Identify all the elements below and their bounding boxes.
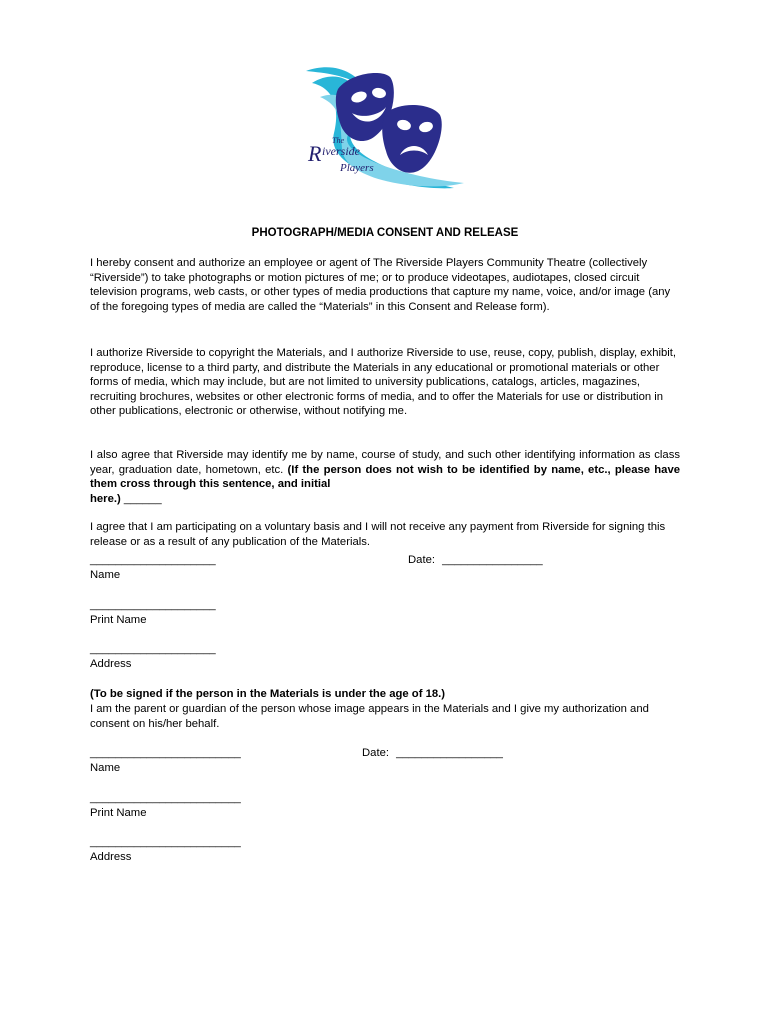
date-field [408, 553, 543, 568]
guardian-address-label: Address [90, 851, 132, 863]
guardian-print-name-line[interactable]: ________________________ [90, 792, 241, 804]
document-title: PHOTOGRAPH/MEDIA CONSENT AND RELEASE [251, 227, 519, 239]
guardian-address-line[interactable]: ________________________ [90, 836, 241, 848]
print-name-line[interactable]: ____________________ [90, 599, 216, 611]
minor-heading: (To be signed if the person in the Materials is under the age of 18.) [90, 688, 446, 700]
name-label: Name [90, 569, 121, 581]
consent-paragraph: I hereby consent and authorize an employee or agent of The Riverside Players Community Theatre (collectively “Riverside”) to take photographs or motion pictures of me; or to produce videotapes, audiotapes, closed circuit television programs, web casts, or other types of media productions that capture my name, voice, and/or image (any of the foregoing types of media are called the “Materials” in this Consent and Release form). [90, 257, 671, 313]
theatre-masks-logo-image [304, 63, 468, 193]
address-label: Address [90, 658, 132, 670]
svg-text:iverside: iverside [322, 144, 360, 158]
guardian-date-field [362, 746, 503, 761]
guardian-name-label: Name [90, 762, 121, 774]
guardian-print-name-label: Print Name [90, 807, 147, 819]
identification-paragraph [90, 448, 680, 506]
identification-instruction-end: here.) [90, 492, 121, 505]
identification-text: I also agree that Riverside may identify me by name, course of study, and such other identifying information as class year, graduation date, hometown, etc. [90, 449, 680, 476]
guardian-date-label: Date: [362, 747, 390, 759]
date-line[interactable]: ________________ [442, 554, 543, 566]
svg-text:R: R [308, 141, 322, 166]
name-signature-line[interactable]: ____________________ [90, 554, 216, 566]
svg-text:The: The [332, 136, 344, 145]
copyright-paragraph: I authorize Riverside to copyright the Materials, and I authorize Riverside to use, reuse, copy, publish, display, exhibit, reproduce, license to a third party, and distribute the Materials in any educational or promotional materials or other forms of media, which may include, but are not limited to university publications, catalogs, articles, magazines, recruiting brochures, websites or other electronic forms of media, and to offer the Materials for use or distribution in other publications, electronic or otherwise, without notifying me. [90, 347, 677, 418]
identification-instruction: (If the person does not wish to be identified by name, etc., please have them cross through this sentence, and initial [90, 463, 681, 491]
guardian-date-line[interactable]: _________________ [396, 747, 503, 759]
voluntary-paragraph: I agree that I am participating on a voluntary basis and I will not receive any payment from Riverside for signing this release or as a result of any publication of the Materials. [90, 521, 666, 548]
initial-blank[interactable]: ______ [120, 492, 162, 505]
print-name-label: Print Name [90, 614, 147, 626]
date-label: Date: [408, 554, 436, 566]
address-line[interactable]: ____________________ [90, 643, 216, 655]
svg-text:Players: Players [340, 162, 374, 174]
guardian-name-line[interactable]: ________________________ [90, 747, 241, 759]
guardian-paragraph: I am the parent or guardian of the person whose image appears in the Materials and I give my authorization and consent on his/her behalf. [90, 703, 649, 730]
riverside-players-logo [304, 63, 468, 193]
